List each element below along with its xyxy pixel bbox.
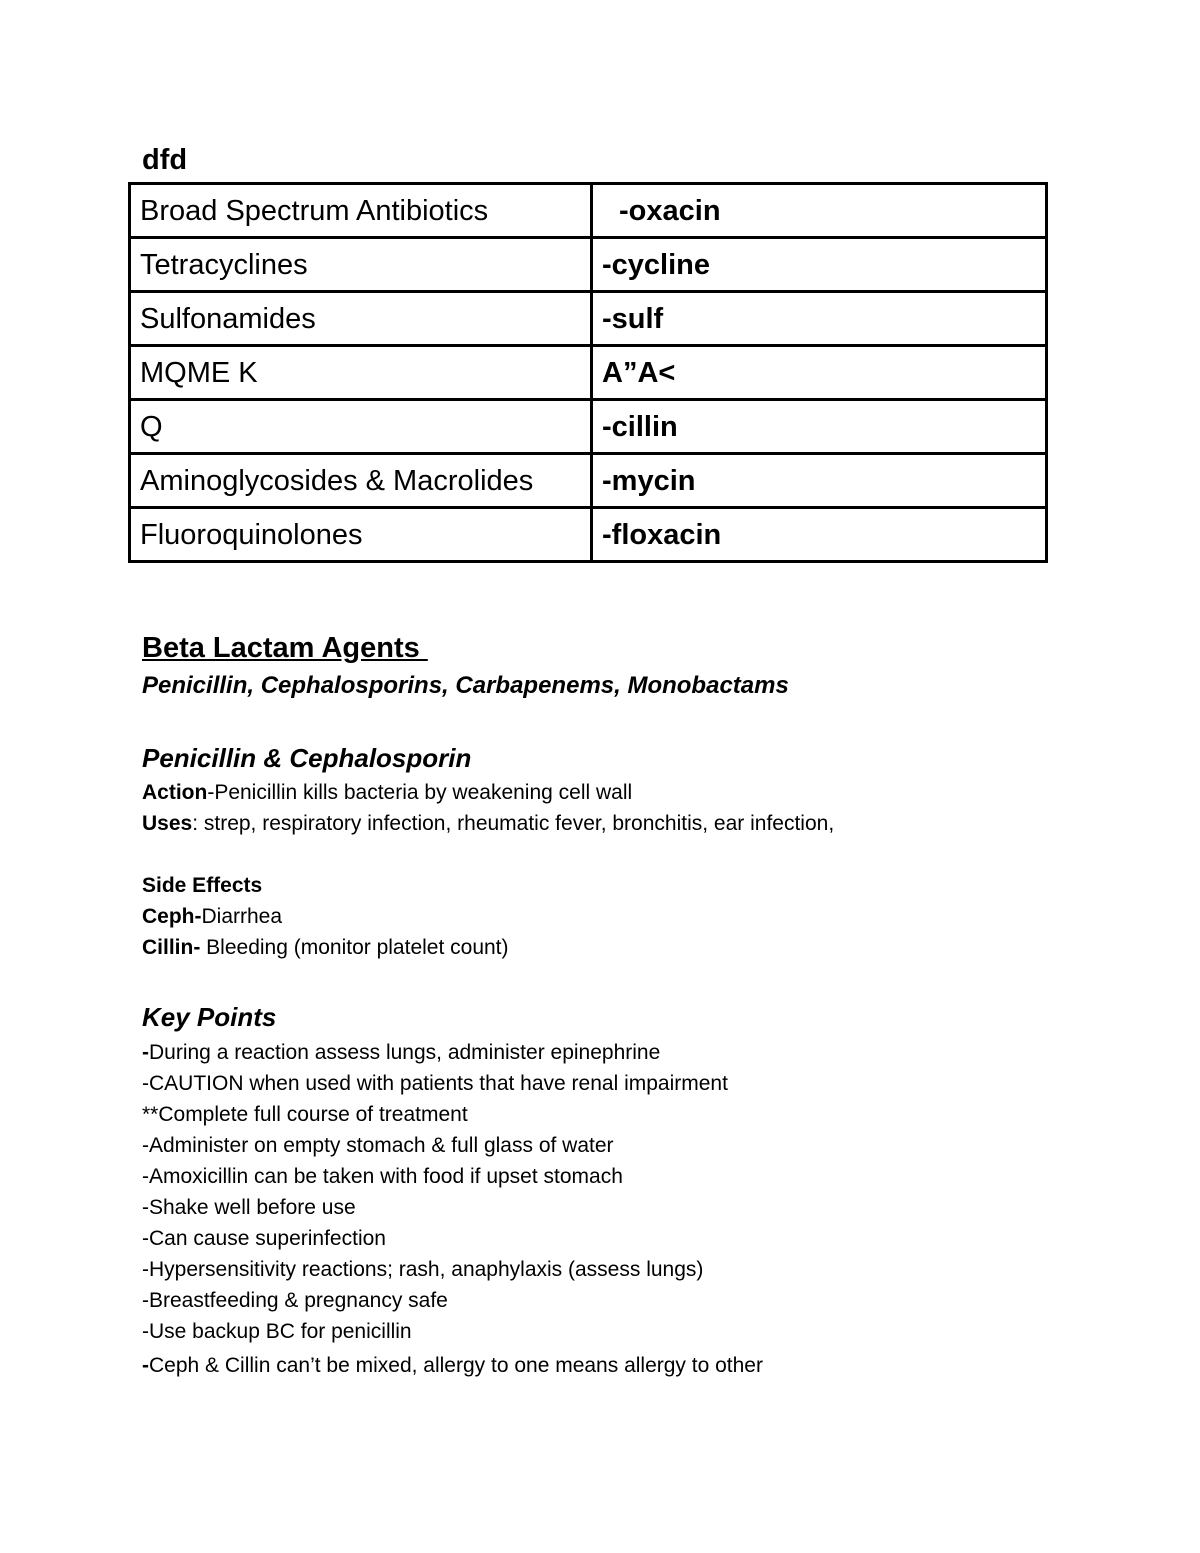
class-name-cell: MQME K — [130, 346, 592, 400]
side-effects-block — [142, 901, 1102, 963]
list-item — [142, 1161, 1102, 1192]
suffix-cell: A”A< — [592, 346, 1047, 400]
key-points-list — [142, 1037, 1102, 1381]
key-point-text: -Shake well before use — [142, 1196, 356, 1219]
document-title: dfd — [142, 144, 188, 176]
uses-text: : strep, respiratory infection, rheumatic fever, bronchitis, ear infection, — [192, 812, 835, 835]
list-item — [142, 1068, 1102, 1099]
key-point-text: -Administer on empty stomach & full glass of water — [142, 1134, 614, 1157]
uses-line — [142, 808, 1102, 839]
list-item — [142, 1099, 1102, 1130]
suffix-cell: -cillin — [592, 400, 1047, 454]
suffix-cell: -floxacin — [592, 508, 1047, 562]
class-name-cell: Q — [130, 400, 592, 454]
class-name-cell: Tetracyclines — [130, 238, 592, 292]
list-item — [142, 1285, 1102, 1316]
table-row — [130, 454, 1047, 508]
key-point-text: **Complete full course of treatment — [142, 1103, 468, 1126]
key-point-text: -Amoxicillin can be taken with food if upset stomach — [142, 1165, 623, 1188]
uses-label: Uses — [142, 812, 193, 835]
side-effect-item — [142, 901, 1102, 932]
table-row — [130, 346, 1047, 400]
action-label: Action — [142, 781, 208, 804]
list-item — [142, 1223, 1102, 1254]
table-row — [130, 508, 1047, 562]
side-effect-text: Bleeding (monitor platelet count) — [200, 936, 509, 959]
suffix-table — [128, 182, 1048, 563]
table-row — [130, 400, 1047, 454]
key-point-text: -Use backup BC for penicillin — [142, 1320, 412, 1343]
side-effects-heading: Side Effects — [142, 874, 263, 897]
bullet-dash: - — [142, 1354, 149, 1377]
action-text: -Penicillin kills bacteria by weakening cell wall — [207, 781, 633, 804]
key-point-text: -Can cause superinfection — [142, 1227, 386, 1250]
penicillin-ceph-heading: Penicillin & Cephalosporin — [142, 743, 472, 773]
action-uses-block — [142, 777, 1102, 839]
list-item — [142, 1350, 1102, 1381]
key-point-text: -Hypersensitivity reactions; rash, anaphylaxis (assess lungs) — [142, 1258, 704, 1281]
key-points-heading: Key Points — [142, 1002, 277, 1032]
beta-lactam-subheading: Penicillin, Cephalosporins, Carbapenems, Monobactams — [142, 672, 789, 699]
side-effect-item — [142, 932, 1102, 963]
key-point-text: During a reaction assess lungs, administer epinephrine — [149, 1041, 661, 1064]
suffix-cell: -sulf — [592, 292, 1047, 346]
class-name-cell: Broad Spectrum Antibiotics — [130, 184, 592, 238]
bullet-dash: - — [142, 1041, 149, 1064]
table-row — [130, 184, 1047, 238]
suffix-cell: -cycline — [592, 238, 1047, 292]
key-point-text: -CAUTION when used with patients that have renal impairment — [142, 1072, 728, 1095]
list-item — [142, 1316, 1102, 1347]
side-effect-label: Ceph- — [142, 905, 202, 928]
side-effect-label: Cillin- — [142, 936, 201, 959]
beta-lactam-heading: Beta Lactam Agents — [142, 632, 428, 664]
table-row — [130, 292, 1047, 346]
list-item — [142, 1130, 1102, 1161]
class-name-cell: Aminoglycosides & Macrolides — [130, 454, 592, 508]
list-item — [142, 1192, 1102, 1223]
key-point-text: Ceph & Cillin can’t be mixed, allergy to one means allergy to other — [149, 1354, 763, 1377]
suffix-cell: -oxacin — [592, 184, 1047, 238]
table-row — [130, 238, 1047, 292]
class-name-cell: Fluoroquinolones — [130, 508, 592, 562]
list-item — [142, 1037, 1102, 1068]
list-item — [142, 1254, 1102, 1285]
suffix-cell: -mycin — [592, 454, 1047, 508]
action-line — [142, 777, 1102, 808]
key-point-text: -Breastfeeding & pregnancy safe — [142, 1289, 448, 1312]
class-name-cell: Sulfonamides — [130, 292, 592, 346]
side-effect-text: Diarrhea — [201, 905, 283, 928]
